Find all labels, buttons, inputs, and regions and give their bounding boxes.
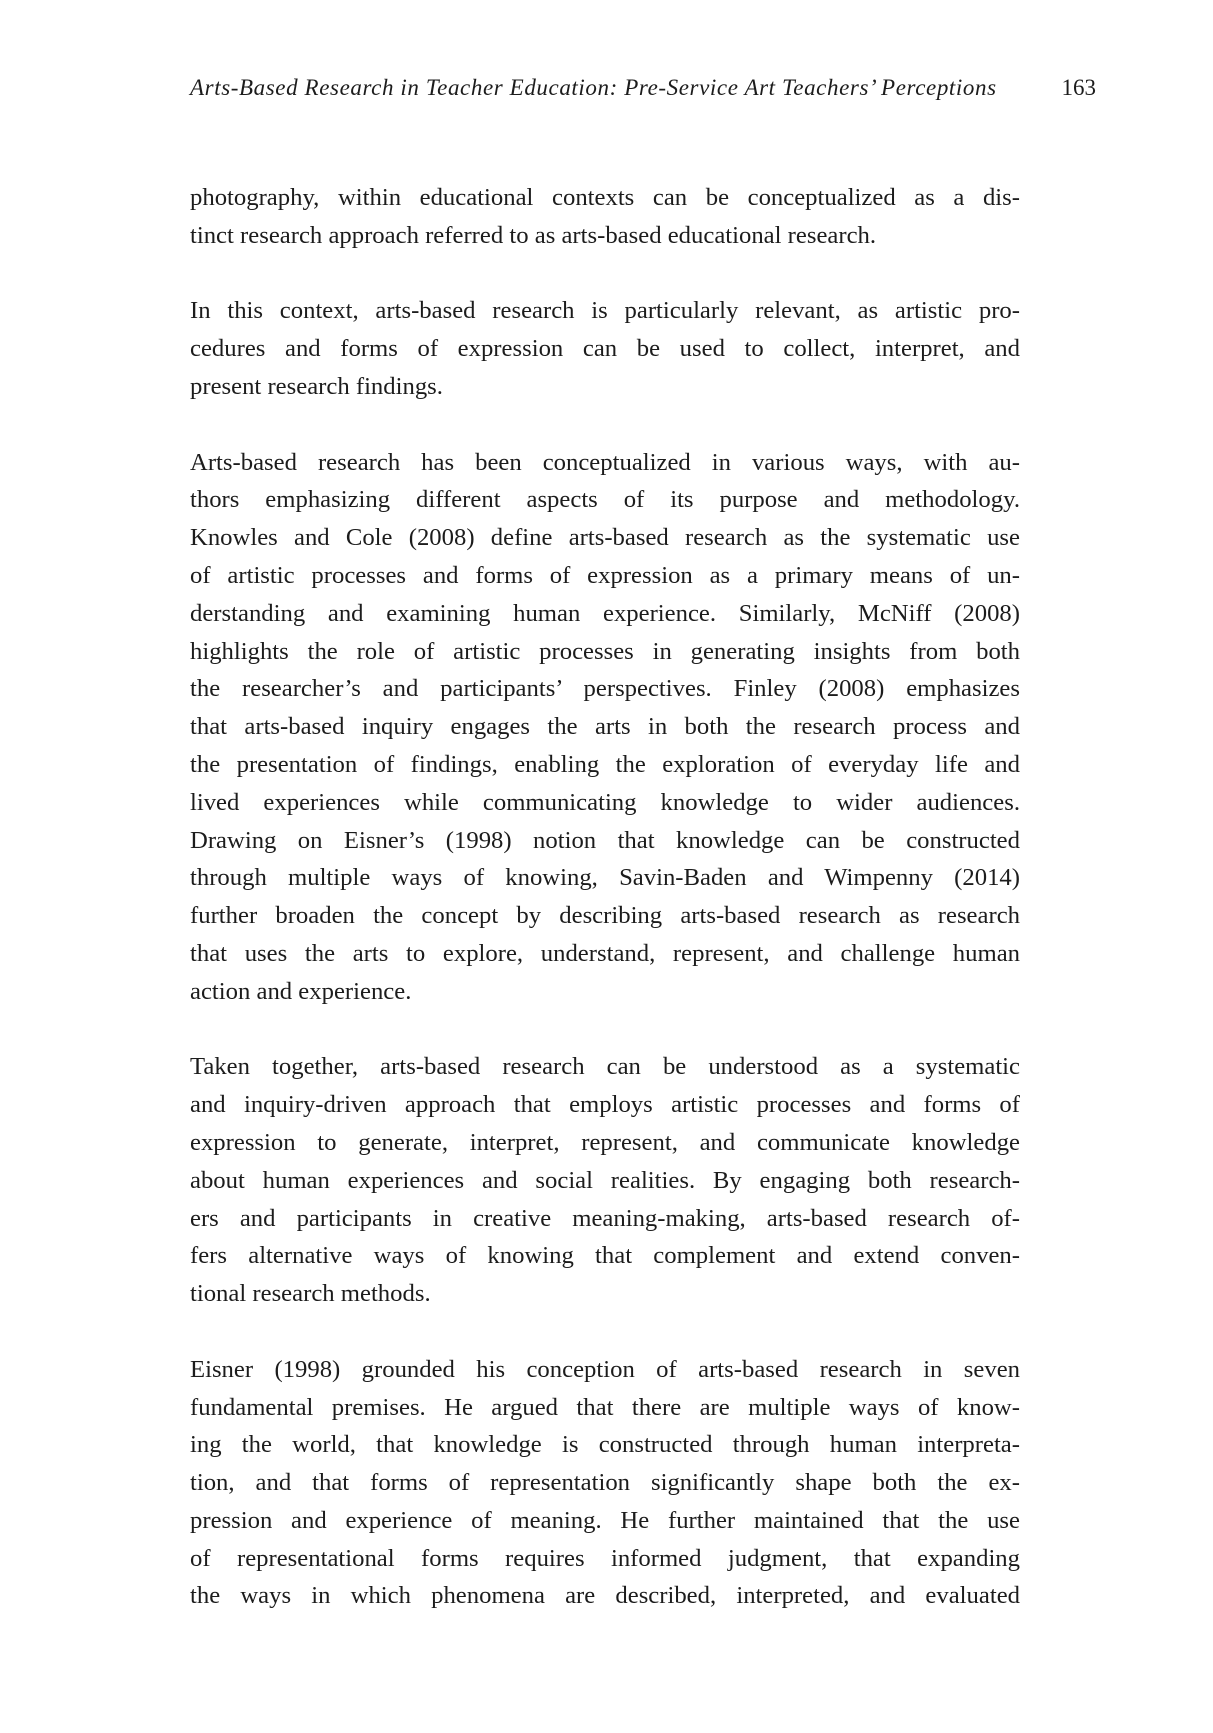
text-line: the ways in which phenomena are described, interpreted, and evaluated (190, 1582, 1020, 1610)
text-line: highlights the role of artistic processes in generating insights from both (190, 637, 1020, 665)
text-line: Drawing on Eisner’s (1998) notion that knowledge can be constructed (190, 826, 1020, 854)
paragraph (190, 444, 1020, 1011)
text-line: further broaden the concept by describing arts-based research as research (190, 902, 1020, 930)
text-line: the presentation of findings, enabling the exploration of everyday life and (190, 750, 1020, 778)
text-line: cedures and forms of expression can be used to collect, interpret, and (190, 335, 1020, 363)
text-line: tional research methods. (190, 1280, 431, 1308)
paragraph (190, 179, 1020, 255)
text-line: action and experience. (190, 977, 412, 1005)
text-line: lived experiences while communicating knowledge to wider audiences. (190, 788, 1020, 816)
text-line: expression to generate, interpret, represent, and communicate knowledge (190, 1128, 1020, 1156)
text-line: fers alternative ways of knowing that complement and extend conven- (190, 1242, 1020, 1270)
text-line: photography, within educational contexts can be conceptualized as a dis- (190, 184, 1020, 211)
text-line: of representational forms requires informed judgment, that expanding (190, 1544, 1020, 1572)
text-line: the researcher’s and participants’ perspectives. Finley (2008) emphasizes (190, 675, 1020, 703)
paragraph (190, 292, 1020, 405)
text-line: Taken together, arts-based research can be understood as a systematic (190, 1053, 1020, 1081)
text-line: tinct research approach referred to as arts-based educational research. (190, 221, 877, 249)
text-line: about human experiences and social realities. By engaging both research- (190, 1166, 1020, 1194)
running-header (190, 70, 1096, 106)
paragraph (190, 1351, 1020, 1616)
text-line: pression and experience of meaning. He further maintained that the use (190, 1506, 1020, 1534)
text-line: that uses the arts to explore, understand, represent, and challenge human (190, 939, 1020, 967)
paragraph (190, 1048, 1020, 1313)
body-text (190, 179, 1020, 1615)
text-line: fundamental premises. He argued that there are multiple ways of know- (190, 1393, 1020, 1421)
text-line: derstanding and examining human experience. Similarly, McNiff (2008) (190, 599, 1020, 627)
text-line: Eisner (1998) grounded his conception of arts-based research in seven (190, 1355, 1020, 1383)
text-line: tion, and that forms of representation significantly shape both the ex- (190, 1469, 1020, 1497)
running-title: Arts-Based Research in Teacher Education: Pre-Service Art Teachers’ Perceptions (190, 75, 997, 100)
text-line: ing the world, that knowledge is constructed through human interpreta- (190, 1431, 1020, 1459)
text-line: of artistic processes and forms of expression as a primary means of un- (190, 561, 1020, 589)
page-number: 163 (1061, 75, 1096, 100)
text-line: through multiple ways of knowing, Savin-Baden and Wimpenny (2014) (190, 864, 1020, 892)
text-line: Knowles and Cole (2008) define arts-based research as the systematic use (190, 524, 1020, 552)
text-line: Arts-based research has been conceptualized in various ways, with au- (190, 448, 1020, 476)
text-line: ers and participants in creative meaning-making, arts-based research of- (190, 1204, 1020, 1232)
text-line: In this context, arts-based research is particularly relevant, as artistic pro- (190, 297, 1020, 325)
text-line: that arts-based inquiry engages the arts in both the research process and (190, 713, 1020, 741)
text-line: present research findings. (190, 372, 443, 400)
text-line: and inquiry-driven approach that employs artistic processes and forms of (190, 1091, 1020, 1119)
text-line: thors emphasizing different aspects of its purpose and methodology. (190, 486, 1020, 514)
